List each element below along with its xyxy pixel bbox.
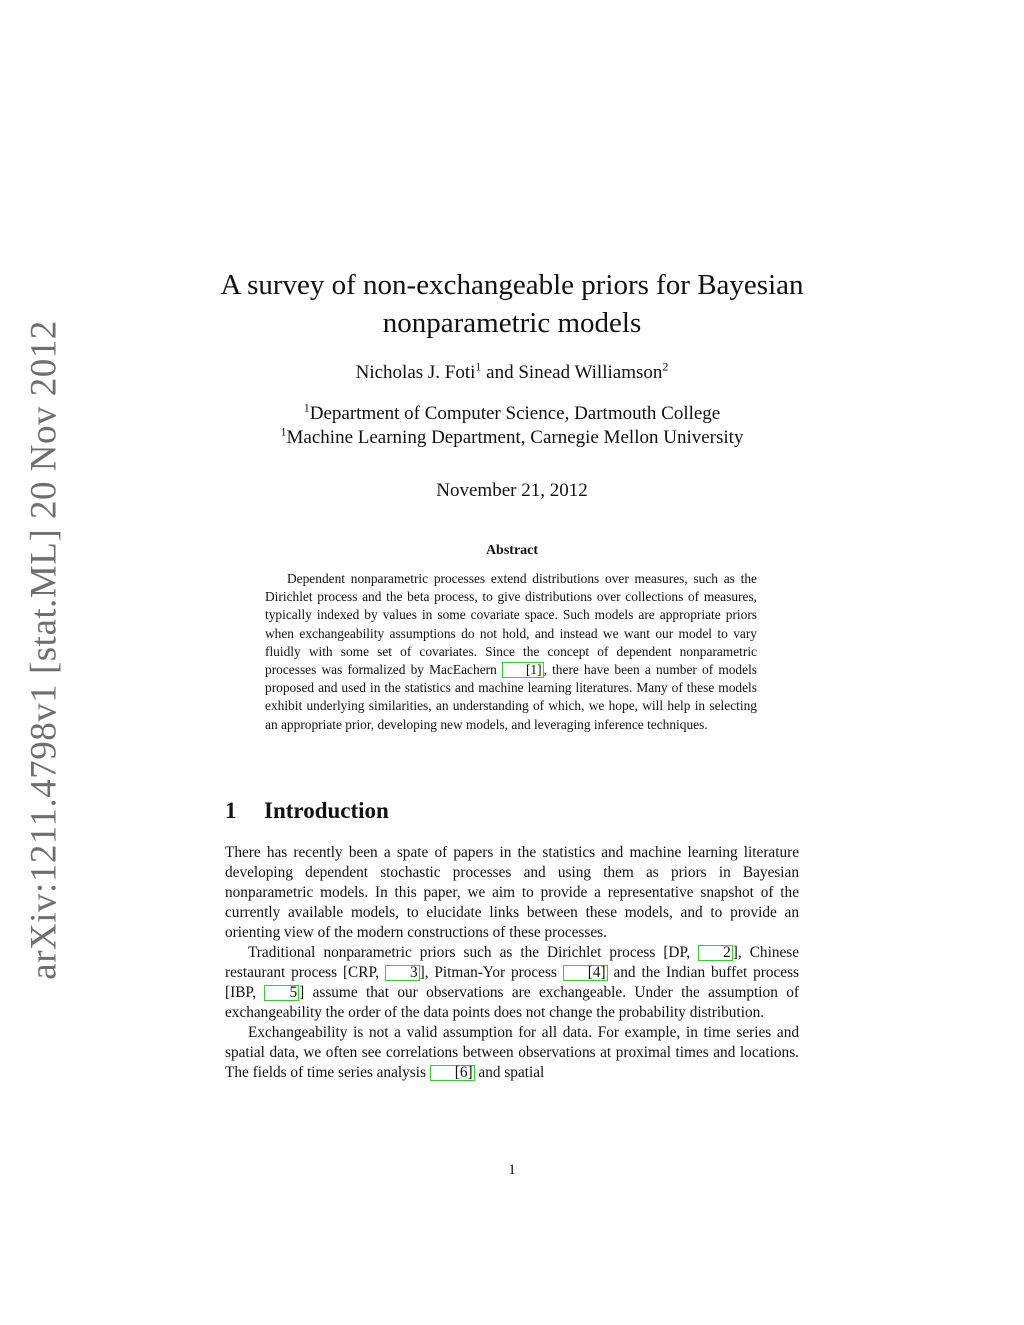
paragraph-2-text: Traditional nonparametric priors such as the Dirichlet process [DP, (248, 944, 699, 961)
affiliation-2 (180, 424, 844, 449)
paragraph-3 (225, 1023, 799, 1083)
affiliation-2-mark: 1 (280, 424, 287, 439)
title-line-2: nonparametric models (382, 307, 642, 339)
paper-title (180, 266, 844, 342)
citation-link[interactable]: [1] (502, 662, 544, 678)
citation-link[interactable]: 3 (385, 965, 420, 981)
author-connector: and (481, 362, 519, 383)
page-number: 1 (508, 1162, 516, 1178)
paragraph-3-text: Exchangeability is not a valid assumption for all data. For example, in time series and spatial data, we often see correlations between observations at proximal times and locations. The fields of time series analysis (225, 1024, 799, 1081)
arxiv-side-stamp (0, 0, 80, 1325)
paragraph-1: There has recently been a spate of papers in the statistics and machine learning literature developing dependent stochastic processes and using them as priors in Bayesian nonparametric models. In this paper, we aim to provide a representative snapshot of the currently available models, to elucidate links between these models, and to provide an orienting view of the modern constructions of these processes. (225, 844, 799, 941)
author-2-affiliation-mark: 2 (662, 359, 669, 374)
affiliation-1-mark: 1 (303, 400, 310, 415)
publication-date: November 21, 2012 (436, 480, 588, 501)
affiliation-1-text: Department of Computer Science, Dartmouth College (309, 403, 721, 424)
paragraph-2-text: ] assume that our observations are exchangeable. Under the assumption of exchangeability the order of the data points does not change the probability distribution. (225, 984, 799, 1021)
author-2-name: Sinead Williamson (518, 362, 663, 383)
affiliation-2-text: Machine Learning Department, Carnegie Mellon University (286, 427, 744, 448)
section-title: Introduction (264, 798, 389, 823)
citation-link[interactable]: 2 (698, 945, 733, 961)
paragraph-2-text: and the Indian buffet process [IBP, (225, 964, 799, 1001)
title-line-1: A survey of non-exchangeable priors for Bayesian (220, 269, 804, 301)
citation-link[interactable]: [6] (430, 1065, 475, 1081)
section-number: 1 (225, 798, 237, 823)
citation-link[interactable]: 5 (264, 985, 299, 1001)
author-1-affiliation-mark: 1 (475, 359, 482, 374)
citation-link[interactable]: [4] (563, 965, 608, 981)
paragraph-2-text: ], Chinese restaurant process [CRP, (225, 944, 800, 981)
paragraph-2-text: ], Pitman-Yor process (419, 964, 563, 981)
abstract-body (265, 570, 757, 734)
abstract-text-part-1: Dependent nonparametric processes extend distributions over measures, such as the Dirichlet process and the beta process, to give distributions over collections of measures, typically indexed by values in some covariate space. Such models are appropriate priors when exchangeability assumptions do not hold, and instead we want our model to vary fluidly with some set of covariates. Since the concept of dependent nonparametric processes was formalized by MacEachern (265, 571, 757, 678)
author-1-name: Nicholas J. Foti (355, 362, 476, 383)
abstract-text-part-2: , there have been a number of models proposed and used in the statistics and machine learning literatures. Many of these models exhibit underlying similarities, an understanding of which, we hope, will help in selecting an appropriate prior, developing new models, and leveraging inference techniques. (265, 662, 758, 732)
arxiv-identifier: arXiv:1211.4798v1 [stat.ML] 20 Nov 2012 (23, 320, 65, 980)
affiliation-1 (180, 400, 844, 425)
abstract-heading: Abstract (485, 543, 539, 558)
paragraph-3-text: and spatial (474, 1064, 545, 1081)
paragraph-2 (225, 943, 799, 1023)
section-heading-introduction (225, 798, 389, 824)
introduction-body (225, 843, 799, 1083)
author-list (180, 359, 844, 384)
